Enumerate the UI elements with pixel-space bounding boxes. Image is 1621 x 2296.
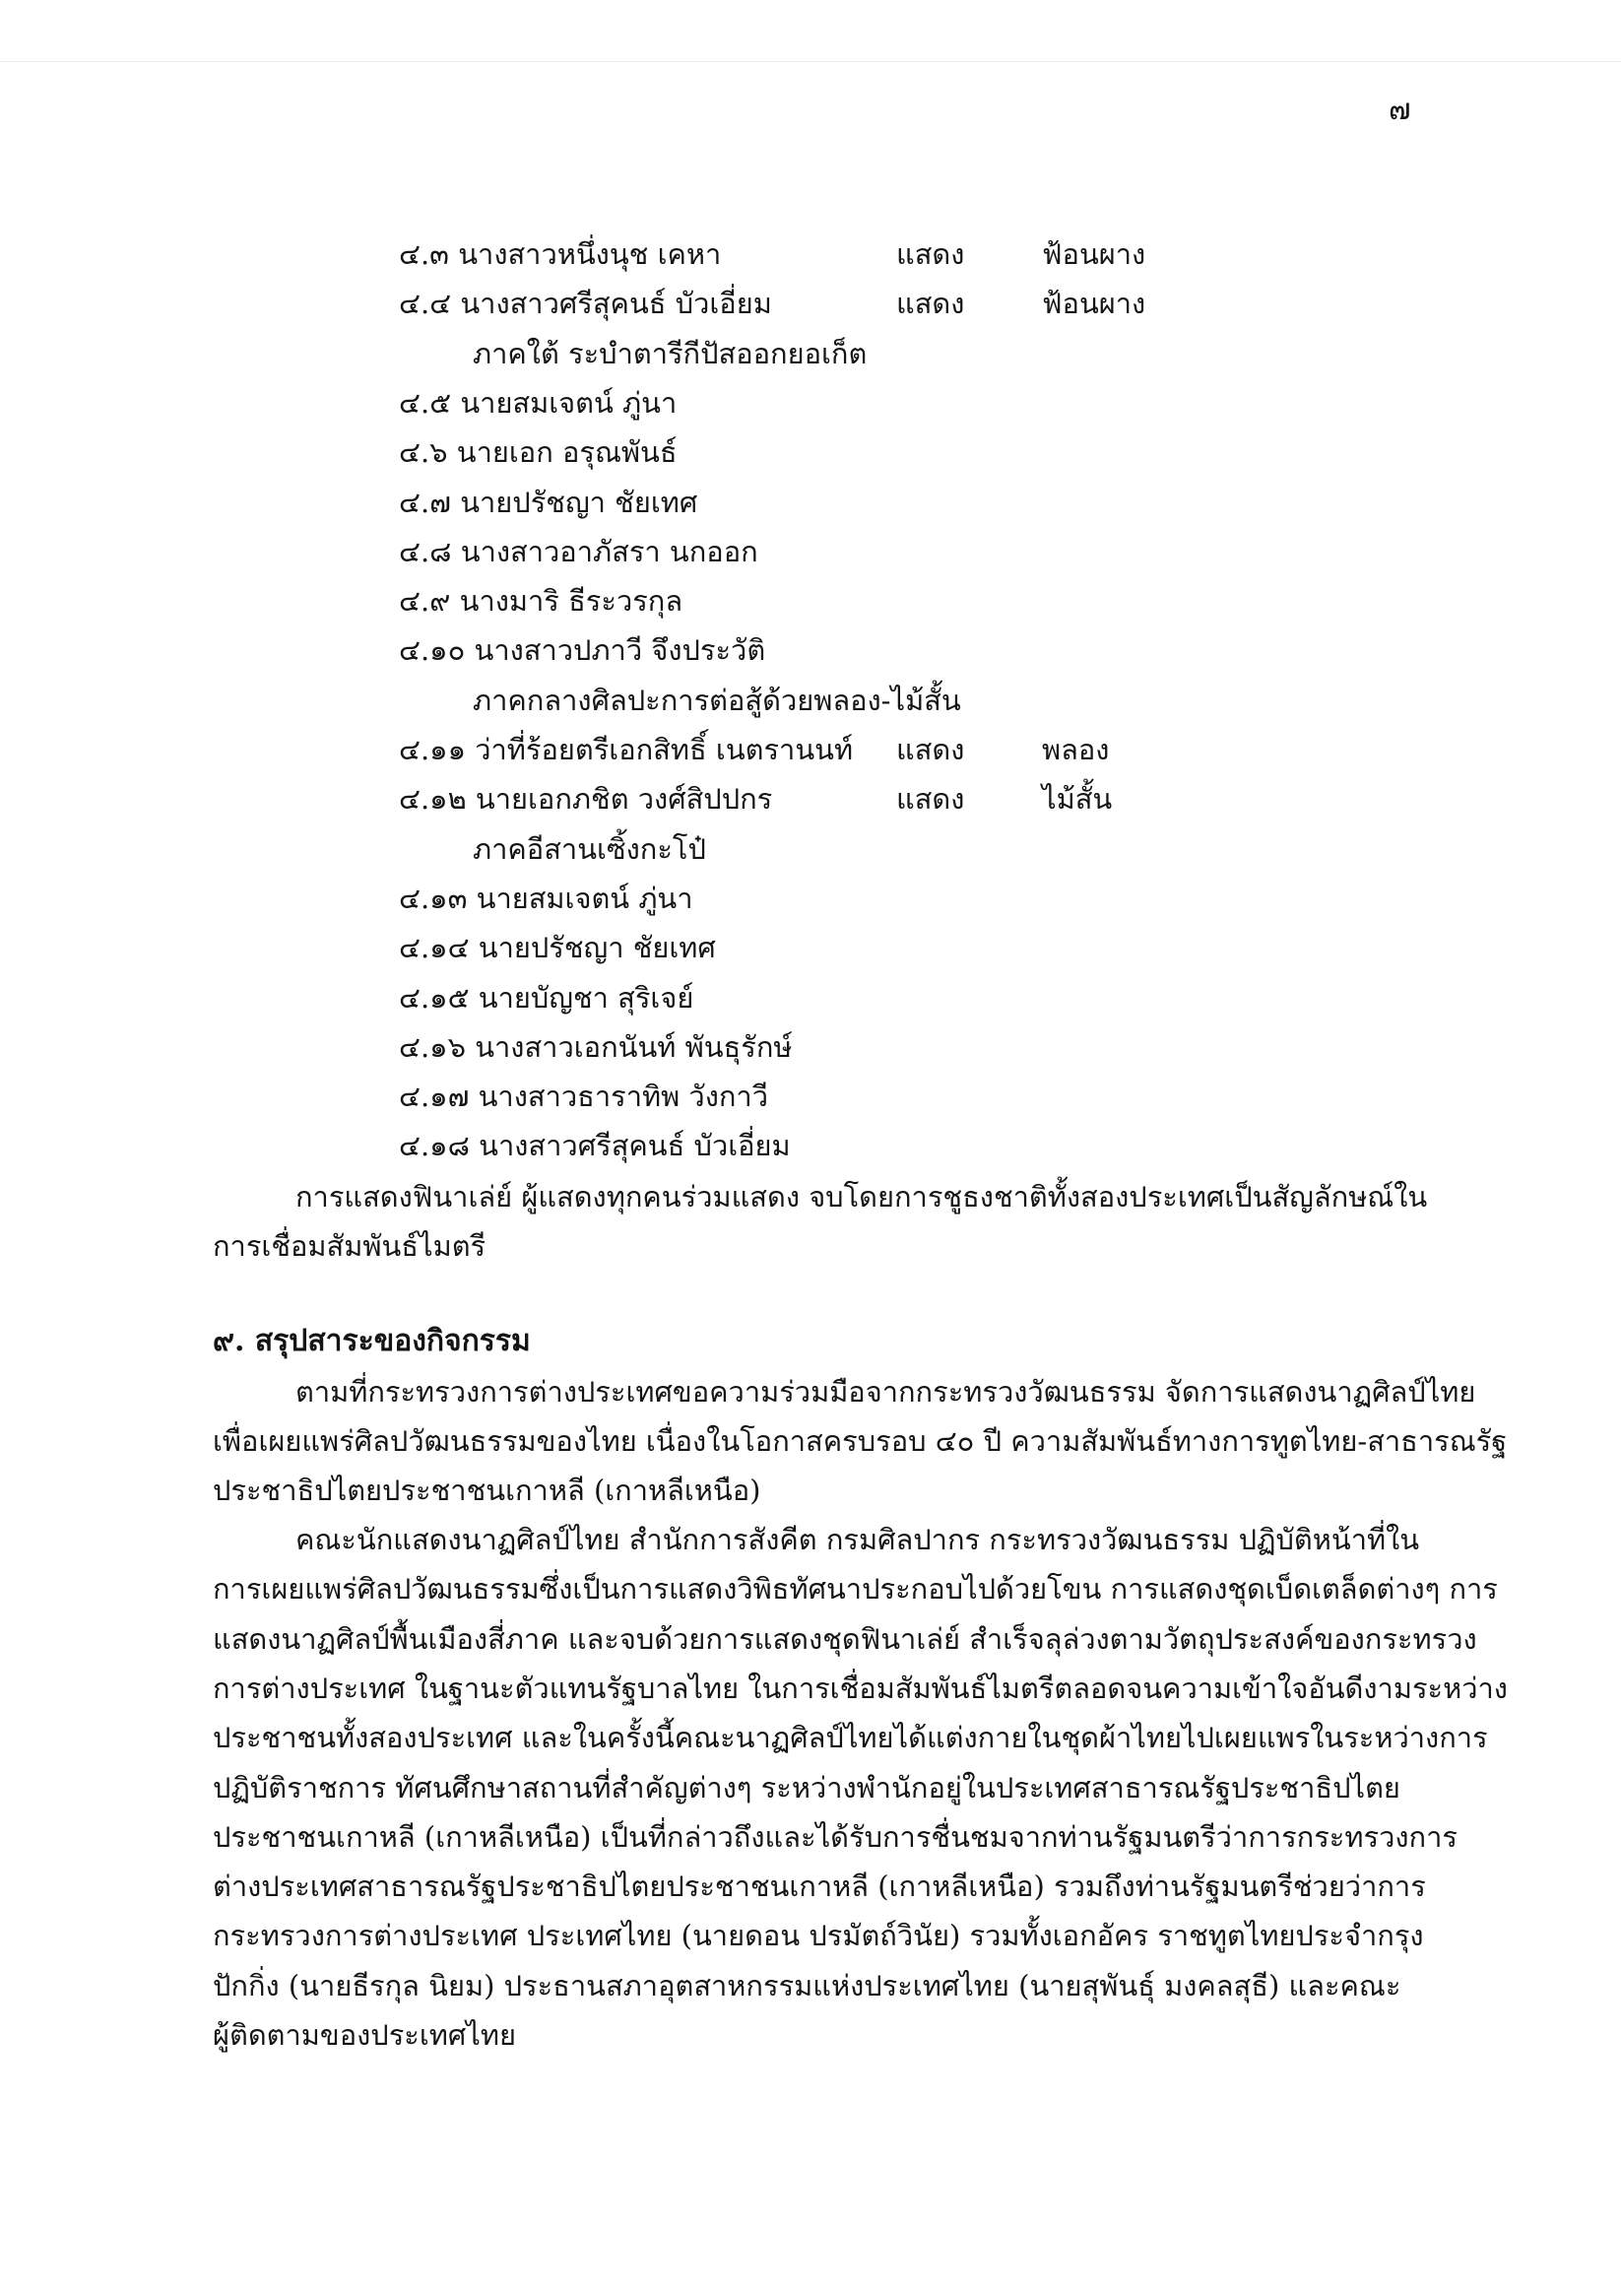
text-line: การต่างประเทศ ในฐานะตัวแทนรัฐบาลไทย ในการเชื่อมสัมพันธ์ไมตรีตลอดจนความเข้าใจอันดีงามระหว่าง [213, 1671, 1508, 1705]
performer-name: ๔.๓ นางสาวหนึ่งนุช เคหา [399, 237, 722, 271]
performer-role: แสดง [896, 782, 965, 817]
performer-role: แสดง [896, 733, 965, 766]
text-line: ประชาชนเกาหลี (เกาหลีเหนือ) เป็นที่กล่าวถึงและได้รับการชื่นชมจากท่านรัฐมนตรีว่าการกระทรวงการ [213, 1819, 1458, 1854]
text-line: ผู้ติดตามของประเทศไทย [213, 2018, 516, 2052]
performer-role: แสดง [896, 287, 965, 321]
summary-heading: ๙. สรุปสาระของกิจกรรม [213, 1324, 531, 1358]
performance-piece: ฟ้อนผาง [1042, 237, 1146, 271]
text-line: ปักกิ่ง (นายธีรกุล นิยม) ประธานสภาอุตสาหกรรมแห่งประเทศไทย (นายสุพันธุ์ มงคลสุธี) และคณะ [213, 1968, 1401, 2002]
text-line: คณะนักแสดงนาฏศิลป์ไทย สำนักการสังคีต กรมศิลปากร กระทรวงวัฒนธรรม ปฏิบัติหน้าที่ใน [295, 1523, 1420, 1556]
performer-name: ๔.๑๒ นายเอกภชิต วงศ์สิปปกร [399, 782, 773, 817]
text-line: ปฏิบัติราชการ ทัศนศึกษาสถานที่สำคัญต่างๆ ระหว่างพำนักอยู่ในประเทศสาธารณรัฐประชาธิปไตย [213, 1770, 1400, 1804]
performer-name: ๔.๑๔ นายปรัชญา ชัยเทศ [399, 931, 716, 965]
text-line: แสดงนาฏศิลป์พื้นเมืองสี่ภาค และจบด้วยการแสดงชุดฟินาเล่ย์ สำเร็จลุล่วงตามวัตถุประสงค์ของกระทรวง [213, 1621, 1477, 1656]
text-line: การเผยแพร่ศิลปวัฒนธรรมซึ่งเป็นการแสดงวิพิธทัศนาประกอบไปด้วยโขน การแสดงชุดเบ็ดเตล็ดต่างๆ การ [213, 1572, 1498, 1607]
text-line: การแสดงฟินาเล่ย์ ผู้แสดงทุกคนร่วมแสดง จบโดยการชูธงชาติทั้งสองประเทศเป็นสัญลักษณ์ใน [295, 1180, 1428, 1214]
performer-role: แสดง [896, 237, 965, 271]
performer-name: ๔.๔ นางสาวศรีสุคนธ์ บัวเอี่ยม [399, 287, 772, 321]
performer-name: ๔.๕ นายสมเจตน์ ภู่นา [399, 385, 678, 420]
text-line: ต่างประเทศสาธารณรัฐประชาธิปไตยประชาชนเกาหลี (เกาหลีเหนือ) รวมถึงท่านรัฐมนตรีช่วยว่าการ [213, 1870, 1426, 1904]
text-line: การเชื่อมสัมพันธ์ไมตรี [213, 1229, 486, 1263]
performer-name: ๔.๑๐ นางสาวปภาวี จึงประวัติ [399, 633, 766, 668]
performer-name: ๔.๖ นายเอก อรุณพันธ์ [399, 435, 678, 470]
page-number: ๗ [1389, 93, 1411, 127]
performer-name: ๔.๙ นางมาริ ธีระวรกุล [399, 584, 683, 619]
performer-name: ๔.๑๗ นางสาวธาราทิพ วังกาวี [399, 1080, 769, 1114]
performer-name: ๔.๗ นายปรัชญา ชัยเทศ [399, 485, 698, 519]
text-line: ตามที่กระทรวงการต่างประเทศขอความร่วมมือจากกระทรวงวัฒนธรรม จัดการแสดงนาฏศิลป์ไทย [295, 1375, 1476, 1409]
performer-name: ๔.๘ นางสาวอาภัสรา นกออก [399, 534, 758, 568]
performance-piece: ฟ้อนผาง [1042, 287, 1146, 321]
text-line: เพื่อเผยแพร่ศิลปวัฒนธรรมของไทย เนื่องในโอกาสครบรอบ ๔๐ ปี ความสัมพันธ์ทางการทูตไทย-สาธารณรัฐ [213, 1424, 1508, 1458]
performer-name: ๔.๑๕ นายบัญชา สุริเจย์ [399, 980, 694, 1015]
text-line: กระทรวงการต่างประเทศ ประเทศไทย (นายดอน ปรมัตถ์วินัย) รวมทั้งเอกอัคร ราชทูตไทยประจำกรุง [213, 1919, 1424, 1953]
performance-piece: พลอง [1042, 733, 1110, 766]
scan-edge-line [0, 61, 1621, 62]
text-line: ประชาชนทั้งสองประเทศ และในครั้งนี้คณะนาฏศิลป์ไทยได้แต่งกายในชุดผ้าไทยไปเผยแพรในระหว่างการ [213, 1721, 1488, 1755]
text-line: ประชาธิปไตยประชาชนเกาหลี (เกาหลีเหนือ) [213, 1474, 761, 1507]
region-heading: ภาคอีสานเซิ้งกะโป๋ [473, 831, 706, 866]
performer-name: ๔.๑๘ นางสาวศรีสุคนธ์ บัวเอี่ยม [399, 1129, 791, 1163]
region-heading: ภาคใต้ ระบำตารีกีปัสออกยอเก็ต [473, 336, 868, 370]
performer-name: ๔.๑๑ ว่าที่ร้อยตรีเอกสิทธิ์ เนตรานนท์ [399, 733, 854, 766]
performer-name: ๔.๑๖ นางสาวเอกนันท์ พันธุรักษ์ [399, 1029, 793, 1064]
performance-piece: ไม้สั้น [1042, 782, 1113, 817]
region-heading: ภาคกลางศิลปะการต่อสู้ด้วยพลอง-ไม้สั้น [473, 683, 961, 717]
performer-name: ๔.๑๓ นายสมเจตน์ ภู่นา [399, 881, 693, 915]
